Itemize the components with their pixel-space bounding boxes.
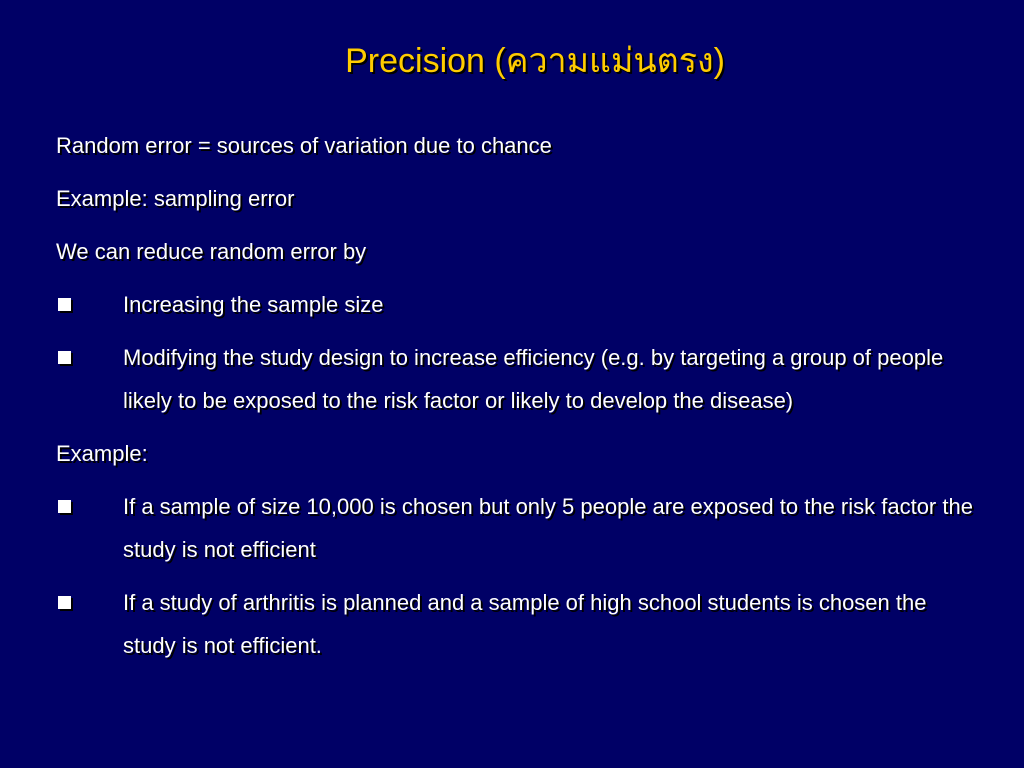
bullet-item — [56, 336, 976, 422]
random-error-definition: Random error = sources of variation due to chance — [56, 133, 552, 158]
bullet-text: Increasing the sample size — [123, 292, 384, 317]
square-bullet-icon — [58, 351, 71, 364]
sampling-error-example: Example: sampling error — [56, 186, 295, 211]
slide-body — [56, 124, 976, 677]
square-bullet-icon — [58, 298, 71, 311]
bullet-text: If a sample of size 10,000 is chosen but only 5 people are exposed to the risk factor the study is not efficient — [123, 494, 973, 562]
slide-title: Precision (ความแม่นตรง) — [345, 42, 725, 80]
bullet-text: If a study of arthritis is planned and a sample of high school students is chosen the study is not efficient. — [123, 590, 927, 658]
square-bullet-icon — [58, 500, 71, 513]
example-heading: Example: — [56, 441, 148, 466]
square-bullet-icon — [58, 596, 71, 609]
bullet-item — [56, 581, 976, 667]
reduce-error-intro: We can reduce random error by — [56, 239, 367, 264]
bullet-item — [56, 283, 976, 326]
bullet-item — [56, 485, 976, 571]
bullet-text: Modifying the study design to increase efficiency (e.g. by targeting a group of people likely to be exposed to the risk factor or likely to develop the disease) — [123, 345, 944, 413]
